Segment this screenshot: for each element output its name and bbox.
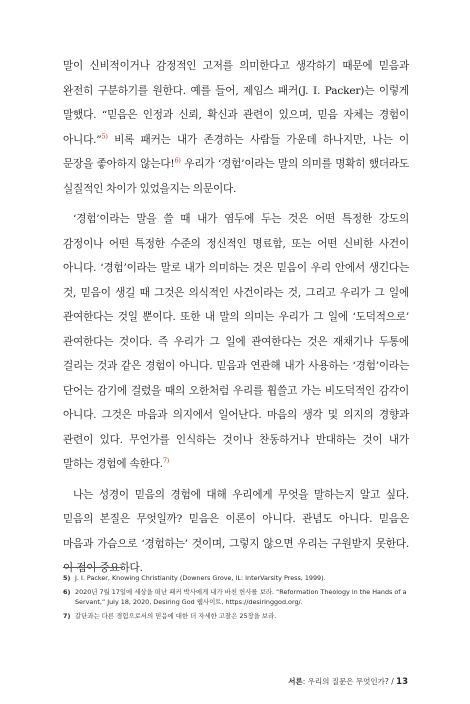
footer-chapter-title: : 우리의 질문은 무엇인가? xyxy=(302,677,389,686)
footnote-number: 5) xyxy=(63,574,71,582)
footnote-ref-6[interactable]: 6) xyxy=(174,156,181,165)
paragraph-text: ‘경험’이라는 말을 쓸 때 내가 염두에 두는 것은 어떤 특정한 강도의 감정이나 어떤 특정한 수준의 정신적인 명료함, 또는 어떤 신비한 사건이 아니다. ‘경험’이라는 말로 내가 의미하는 것은 믿음이 우리 안에서 생긴다는 것, 믿음이 생길 때 그것은 의식적인 사건이라는 것, 그리고 우리가 그 일에 관여한다는 것일 뿐이다. 또한 내 말의 의미는 우리가 그 일에 ‘도덕적으로’ 관여한다는 것이다. 즉 우리가 그 일에 관여한다는 것은 재채기나 두통에 걸리는 것과 같은 경험이 아니다. 믿음과 연관해 내가 사용하는 ‘경험’이라는 단어는 감기에 걸렸을 때의 오한처럼 우리를 휩쓸고 가는 비도덕적인 감각이 아니다. 그것은 마음과 의지에서 일어난다. 마음의 생각 및 의지의 경향과 관련이 있다. 무언가를 인식하는 것이나 찬동하거나 반대하는 것이 내가 말하는 경험에 속한다. xyxy=(63,213,409,470)
body-text xyxy=(63,54,409,587)
paragraph-text: 말이 신비적이거나 감정적인 고저를 의미한다고 생각하기 때문에 믿음과 완전히 구분하기를 원한다. 예를 들어, 제임스 패커(J. I. Packer)는 이렇게 말했다. “믿음은 인정과 신뢰, 확신과 관련이 있으며, 믿음 자체는 경험이 아니다.” xyxy=(63,60,409,146)
footnote-ref-5[interactable]: 5) xyxy=(101,131,108,140)
footnote-text: J. I. Packer, Knowing Christianity (Downers Grove, IL: InterVarsity Press, 1999). xyxy=(75,574,326,582)
footnote-ref-7[interactable]: 7) xyxy=(162,456,170,465)
paragraph-3 xyxy=(63,483,409,581)
paragraph-text: 우리가 ‘경험’이라는 말의 의미를 명확히 했더라도 실질적인 차이가 있었을지는 의문이다. xyxy=(63,158,410,195)
footnote-5 xyxy=(63,573,409,584)
footer-separator: / xyxy=(391,677,394,686)
paragraph-text: 나는 성경이 믿음의 경험에 대해 우리에게 무엇을 말하는지 알고 싶다. 믿음의 본질은 무엇일까? 믿음은 이론이 아니다. 관념도 아니다. 믿음은 마음과 가슴으로 ‘경험하는’ 것이며, 그렇지 않으면 우리는 구원받지 못한다. 이 점이 중요하다. xyxy=(63,488,409,574)
paragraph-2 xyxy=(63,207,409,477)
footnote-text: 2020년 7월 17일에 세상을 떠난 패커 박사에게 내가 바친 헌사를 보라. “Reformation Theology in the Hands of a Servant,” July 18, 2020, Desiring God 웹사이트, https://desiringgod.org/. xyxy=(75,587,407,606)
footnote-divider xyxy=(63,567,123,568)
footnote-7 xyxy=(63,611,409,622)
footnote-6 xyxy=(63,587,409,608)
paragraph-text: 비록 패커는 내가 존경하는 사람들 가운데 하나지만, 나는 이 문장을 좋아하지 않는다! xyxy=(63,133,409,170)
paragraph-1 xyxy=(63,54,409,201)
footer-section-label: 서론 xyxy=(288,677,303,686)
page-footer xyxy=(288,676,408,687)
page-number: 13 xyxy=(396,677,408,687)
footnote-number: 7) xyxy=(63,611,71,620)
footnote-number: 6) xyxy=(63,587,71,596)
footnote-text: 갈단과는 다른 경험으로서의 믿음에 대한 더 자세한 고찰은 25장을 보라. xyxy=(75,611,277,620)
footnotes xyxy=(63,573,409,624)
